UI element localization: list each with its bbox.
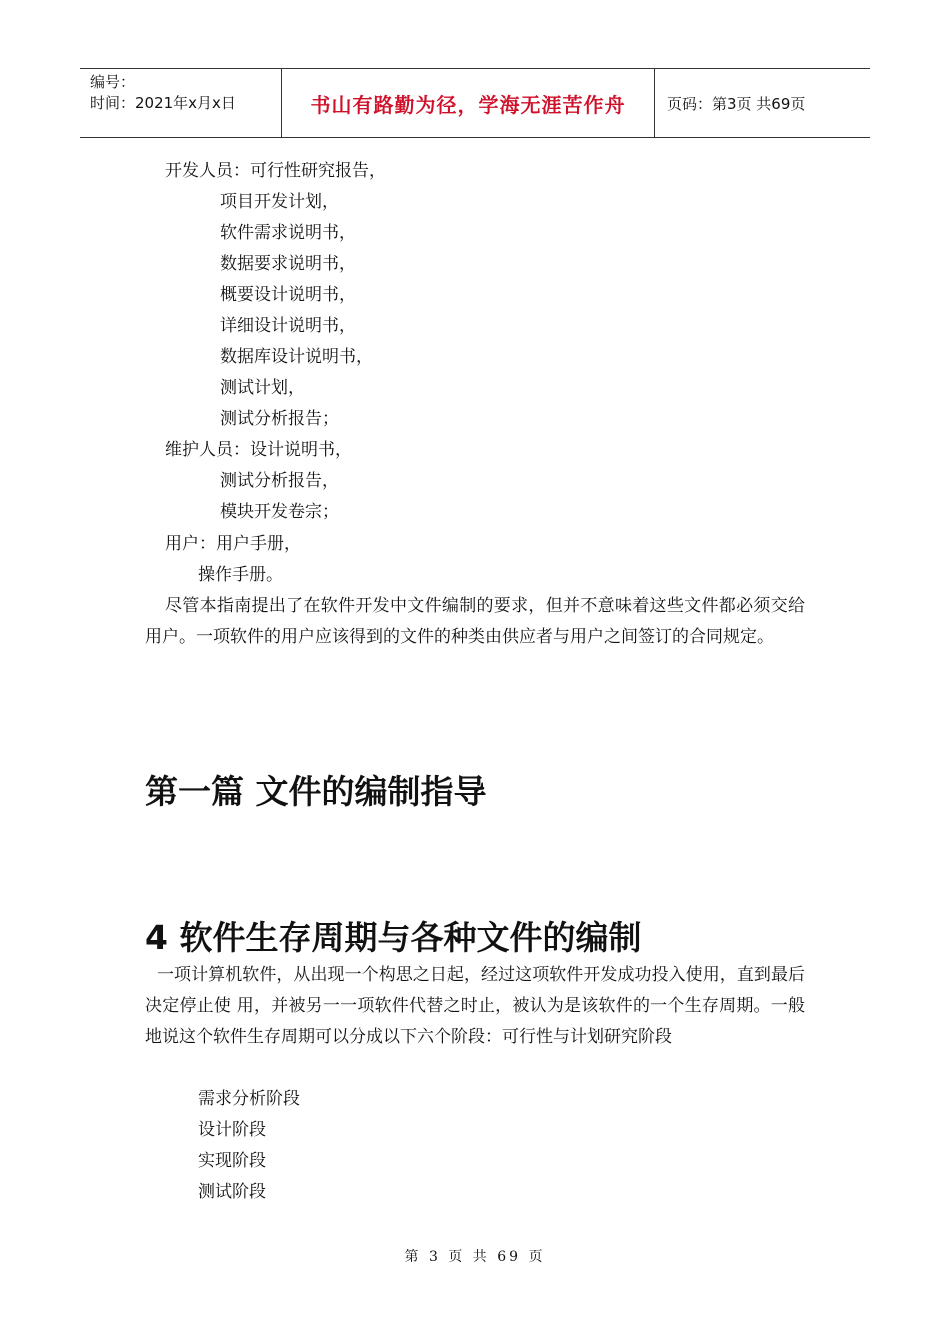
- number-label: 编号：: [90, 73, 136, 91]
- list-item: 项目开发计划，: [220, 192, 339, 212]
- list-item: 数据库设计说明书，: [220, 347, 373, 367]
- header-page-info: 页码：第3页 共69页: [667, 94, 806, 113]
- paragraph-delivery: 尽管本指南提出了在软件开发中文件编制的要求，但并不意味着这些文件都必须交给用户。一项软件的用户应该得到的文件的种类由供应者与用户之间签订的合同规定。: [145, 596, 805, 647]
- list-item: 数据要求说明书，: [220, 254, 356, 274]
- header-motto: 书山有路勤为径，学海无涯苦作舟: [282, 69, 655, 137]
- list-item: 操作手册。: [198, 565, 283, 585]
- list-item: 设计阶段: [198, 1120, 266, 1140]
- user-label: 用户：用户手册，: [165, 534, 301, 554]
- list-item: 实现阶段: [198, 1151, 266, 1171]
- list-item: 详细设计说明书，: [220, 316, 356, 336]
- list-item: 测试阶段: [198, 1182, 266, 1202]
- page-footer: 第 3 页 共 69 页: [404, 1249, 546, 1265]
- list-item: 模块开发卷宗；: [220, 502, 339, 522]
- list-item: 软件需求说明书，: [220, 223, 356, 243]
- paragraph-lifecycle: 一项计算机软件，从出现一个构思之日起，经过这项软件开发成功投入使用，直到最后决定停止使 用，并被另一一项软件代替之时止，被认为是该软件的一个生存周期。一般地说这个软件生存周期可以分成以下六个阶段：可行性与计划研究阶段: [145, 965, 805, 1047]
- part-title: 第一篇 文件的编制指导: [145, 772, 487, 811]
- header-meta: [80, 69, 282, 137]
- list-item: 需求分析阶段: [198, 1089, 300, 1109]
- list-item: 概要设计说明书，: [220, 285, 356, 305]
- list-item: 测试分析报告；: [220, 409, 339, 429]
- section-title: 4 软件生存周期与各种文件的编制: [145, 918, 642, 957]
- list-item: 测试分析报告，: [220, 471, 339, 491]
- list-item: 测试计划，: [220, 378, 305, 398]
- developer-label: 开发人员：可行性研究报告，: [165, 161, 386, 181]
- page-header: [80, 68, 870, 138]
- time-label: 时间：2021年x月x日: [90, 94, 236, 112]
- maintainer-label: 维护人员：设计说明书，: [165, 440, 352, 460]
